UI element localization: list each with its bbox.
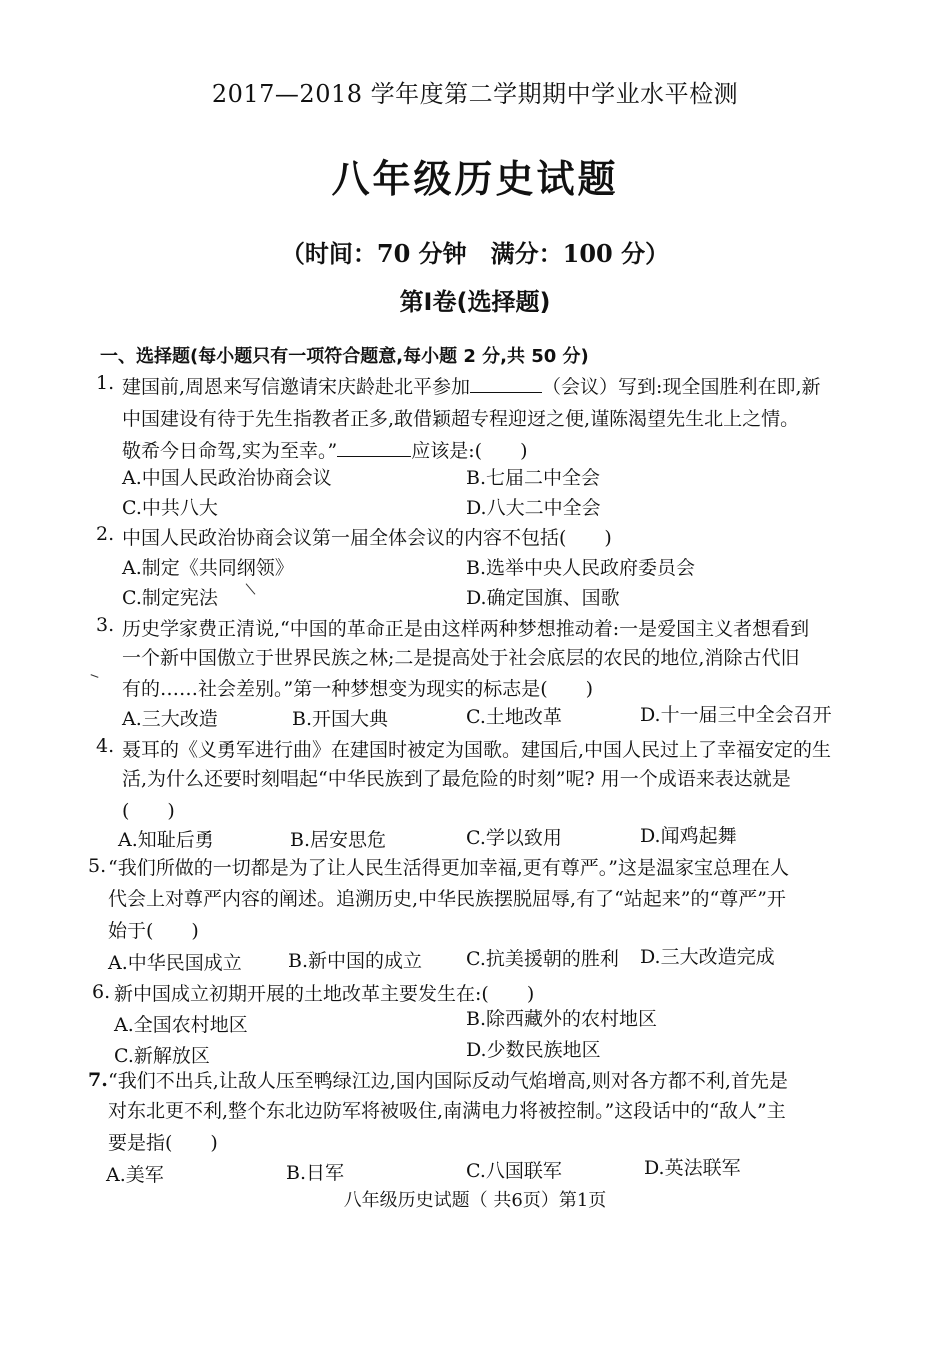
option-d: D.十一届三中全会召开 <box>640 704 832 726</box>
option-a: A.全国农村地区 <box>114 1014 248 1036</box>
option-b: B.七届二中全会 <box>466 467 601 489</box>
question-line: 中国建设有待于先生指教者正多,敢借颖超专程迎迓之便,谨陈渴望先生北上之情。 <box>122 408 800 430</box>
option-c: C.土地改革 <box>466 706 562 728</box>
page-footer: 八年级历史试题（ 共6页）第1页 <box>343 1190 607 1211</box>
scan-mark <box>246 583 256 594</box>
page-title: 八年级历史试题 <box>331 157 619 201</box>
question-line: 历史学家费正清说,“中国的革命正是由这样两种梦想推动着:一是爱国主义者想看到 <box>122 618 810 640</box>
option-c: C.中共八大 <box>122 497 218 519</box>
option-b: B.除西藏外的农村地区 <box>466 1008 658 1030</box>
option-c: C.抗美援朝的胜利 <box>466 948 619 970</box>
option-a: A.中国人民政治协商会议 <box>122 467 332 489</box>
answer-blank <box>470 374 542 393</box>
question-line: “我们不出兵,让敌人压至鸭绿江边,国内国际反动气焰增高,则对各方都不利,首先是 <box>108 1070 788 1092</box>
question-number: 3. <box>96 614 115 636</box>
volume-heading: 第Ⅰ卷(选择题) <box>399 288 551 316</box>
option-d: D.三大改造完成 <box>640 946 775 968</box>
question-line: 活,为什么还要时刻唱起“中华民族到了最危险的时刻”呢? 用一个成语来表达就是 <box>122 768 791 790</box>
question-line: ( ) <box>122 800 175 822</box>
option-a: A.美军 <box>106 1164 164 1186</box>
question-number: 6. <box>92 981 111 1003</box>
question-number: 2. <box>96 523 115 545</box>
option-b: B.日军 <box>286 1162 345 1184</box>
question-line: 中国人民政治协商会议第一届全体会议的内容不包括( ) <box>122 527 612 549</box>
option-b: B.选举中央人民政府委员会 <box>466 557 696 579</box>
option-a: A.中华民国成立 <box>108 952 242 974</box>
option-c: C.新解放区 <box>114 1045 210 1067</box>
option-d: D.确定国旗、国歌 <box>466 587 620 609</box>
option-d: D.英法联军 <box>644 1157 741 1179</box>
option-b: B.居安思危 <box>290 829 387 851</box>
question-line: 敬希今日命驾,实为至幸。” 应该是:( ) <box>122 440 528 462</box>
question-number: 7. <box>88 1069 108 1091</box>
question-line: 对东北更不利,整个东北边防军将被吸住,南满电力将被控制。”这段话中的“敌人”主 <box>108 1100 786 1122</box>
question-line: 始于( ) <box>108 920 199 942</box>
option-c: C.制定宪法 <box>122 587 218 609</box>
question-line: 建国前,周恩来写信邀请宋庆龄赴北平参加 （会议）写到:现全国胜利在即,新 <box>122 376 821 398</box>
option-a: A.知耻后勇 <box>118 829 214 851</box>
question-line: 有的……社会差别。”第一种梦想变为现实的标志是( ) <box>122 678 594 700</box>
option-b: B.开国大典 <box>292 708 389 730</box>
exam-time-info: （时间：70 分钟 满分：100 分） <box>280 239 670 268</box>
question-number: 1. <box>96 372 115 394</box>
question-number: 4. <box>96 735 115 757</box>
option-c: C.学以致用 <box>466 827 562 849</box>
answer-blank <box>337 438 411 457</box>
option-c: C.八国联军 <box>466 1160 562 1182</box>
question-line: 要是指( ) <box>108 1132 218 1154</box>
exam-term-heading: 2017—2018 学年度第二学期期中学业水平检测 <box>211 80 739 108</box>
section-heading: 一、选择题(每小题只有一项符合题意,每小题 2 分,共 50 分) <box>100 346 589 367</box>
question-line: “我们所做的一切都是为了让人民生活得更加幸福,更有尊严。”这是温家宝总理在人 <box>108 857 789 879</box>
option-a: A.制定《共同纲领》 <box>122 557 294 579</box>
option-d: D.八大二中全会 <box>466 497 601 519</box>
question-line: 一个新中国傲立于世界民族之林;二是提高处于社会底层的农民的地位,消除古代旧 <box>122 647 800 669</box>
option-d: D.闻鸡起舞 <box>640 825 737 847</box>
scan-mark <box>91 674 99 678</box>
question-line: 聂耳的《义勇军进行曲》在建国时被定为国歌。建国后,中国人民过上了幸福安定的生 <box>122 739 832 761</box>
question-number: 5. <box>88 855 107 877</box>
option-b: B.新中国的成立 <box>288 950 423 972</box>
option-d: D.少数民族地区 <box>466 1039 601 1061</box>
question-line: 代会上对尊严内容的阐述。追溯历史,中华民族摆脱屈辱,有了“站起来”的“尊严”开 <box>108 888 786 910</box>
question-line: 新中国成立初期开展的土地改革主要发生在:( ) <box>114 983 535 1005</box>
option-a: A.三大改造 <box>122 708 218 730</box>
